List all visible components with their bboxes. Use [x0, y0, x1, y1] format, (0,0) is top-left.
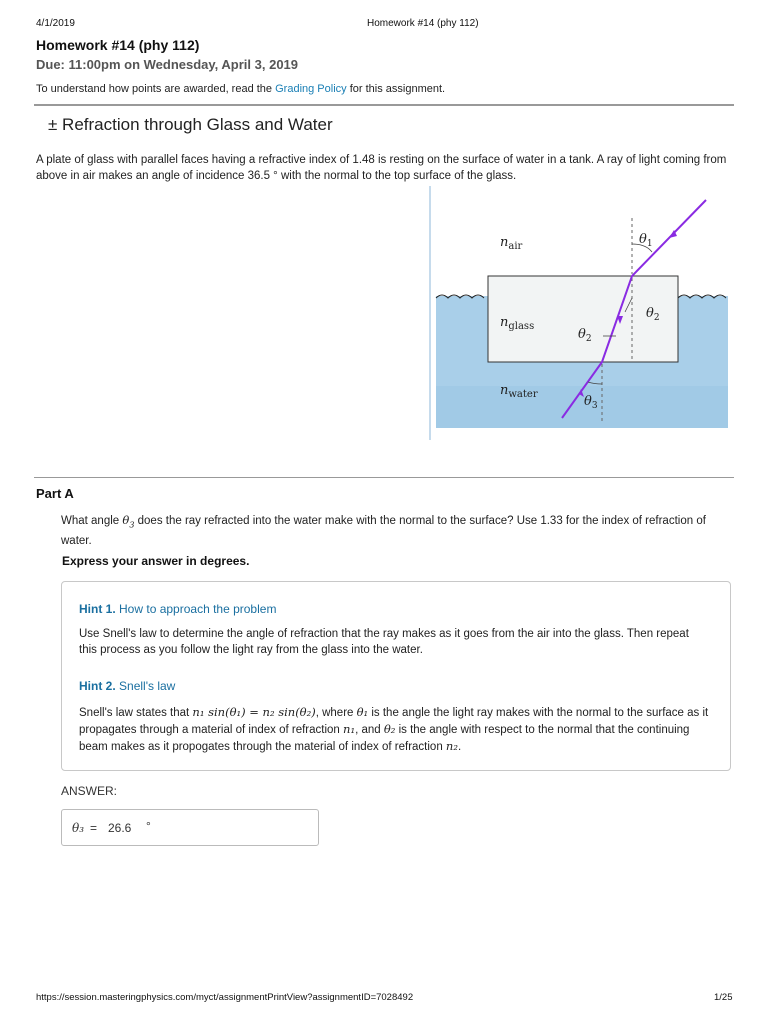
part-divider — [34, 477, 734, 478]
problem-statement: A plate of glass with parallel faces having a refractive index of 1.48 is resting on the surface of water in a tank. A ray of light coming from above in air makes an angle of incidence 36.5 ° with the normal to the top surface of the glass. — [36, 154, 727, 182]
answer-unit: ° — [146, 819, 151, 833]
hint-2-text: Snell's law states that n₁ sin(θ₁) = n₂ sin(θ₂), where θ₁ is the angle the light ray makes with the normal to the surface as it propagates through a material of index of refraction n₁, and θ₂ is the angle with respect to the normal that the continuing beam makes as it propogates through the material of index of refraction n₂. — [79, 705, 709, 753]
label-n-water: $n_{water}$ — [500, 383, 538, 400]
label-theta1: $\theta_1$ — [639, 232, 653, 249]
due-date: Due: 11:00pm on Wednesday, April 3, 2019 — [36, 57, 299, 72]
snell-formula: n₁ sin(θ₁) = n₂ sin(θ₂) — [192, 705, 316, 719]
answer-equals: = — [90, 821, 98, 835]
hint-1-label: Hint 1. — [79, 602, 116, 616]
footer-url: https://session.masteringphysics.com/myct/assignmentPrintView?assignmentID=7028492 — [36, 992, 414, 1003]
print-date: 4/1/2019 — [36, 18, 75, 29]
policy-text-before: To understand how points are awarded, read the — [36, 83, 276, 95]
refraction-figure — [426, 186, 732, 442]
label-n-air: $n_{air}$ — [500, 235, 523, 252]
grading-policy-link[interactable]: Grading Policy — [275, 83, 347, 95]
grading-policy-note — [36, 83, 445, 95]
problem-title: ± Refraction through Glass and Water — [48, 115, 333, 134]
theta3-symbol: $\theta_3$ — [122, 513, 135, 530]
label-theta3: $\theta_3$ — [584, 394, 598, 411]
section-divider — [34, 104, 734, 106]
answer-value[interactable]: 26.6 — [108, 821, 132, 835]
part-a-question — [61, 512, 731, 549]
answer-variable: θ₃ — [72, 821, 85, 835]
policy-text-after: for this assignment. — [346, 83, 446, 95]
hint-2-header[interactable] — [79, 679, 175, 693]
hint-1-title[interactable]: How to approach the problem — [119, 602, 277, 616]
label-theta2-right: $\theta_2$ — [646, 306, 660, 323]
hints-box — [61, 581, 731, 771]
print-header-title: Homework #14 (phy 112) — [367, 18, 479, 29]
express-instruction: Express your answer in degrees. — [62, 554, 250, 568]
page-number: 1/25 — [714, 992, 733, 1003]
hint-1-text: Use Snell's law to determine the angle of refraction that the ray makes as it goes from the air into the glass. Then repeat this process as you follow the light ray from the glass into the water. — [79, 628, 689, 656]
hint-2-label: Hint 2. — [79, 679, 116, 693]
label-n-glass: $n_{glass}$ — [500, 315, 535, 332]
assignment-title: Homework #14 (phy 112) — [36, 37, 200, 53]
hint-2-title[interactable]: Snell's law — [119, 679, 176, 693]
hint-1-header[interactable] — [79, 602, 276, 616]
answer-box[interactable] — [61, 809, 319, 846]
question-text-after: does the ray refracted into the water make with the normal to the surface? Use 1.33 for the index of refraction of water. — [61, 515, 706, 548]
label-theta2-left: $\theta_2$ — [578, 327, 592, 344]
question-text-before: What angle — [61, 515, 123, 527]
answer-label: ANSWER: — [61, 784, 118, 798]
part-a-label: Part A — [36, 486, 74, 501]
